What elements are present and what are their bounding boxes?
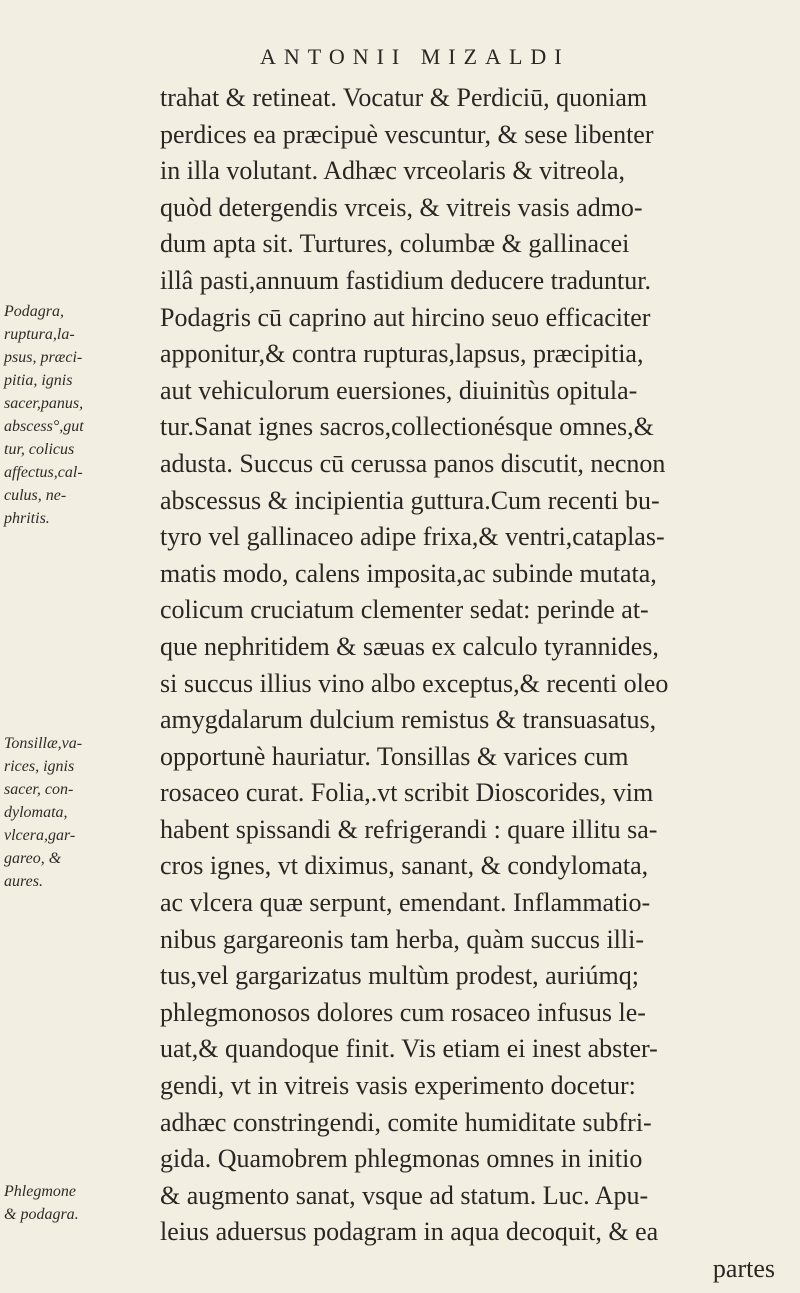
margin-note-line: pitia, ignis <box>4 372 73 389</box>
margin-note-line: psus, præci- <box>4 349 83 366</box>
margin-note-phlegmone <box>4 1180 79 1226</box>
text-line: perdices ea præcipuè vescuntur, & sese libenter <box>160 119 654 149</box>
text-line: apponitur,& contra rupturas,lapsus, præcipitia, <box>160 339 644 369</box>
margin-note-line: Phlegmone <box>4 1183 76 1200</box>
margin-note-line: phritis. <box>4 510 50 527</box>
margin-note-line: tur, colicus <box>4 441 75 458</box>
margin-note-line: culus, ne- <box>4 487 67 504</box>
text-line: leius aduersus podagram in aqua decoquit, & ea <box>160 1217 659 1247</box>
text-line: cros ignes, vt diximus, sanant, & condylomata, <box>160 851 649 881</box>
margin-note-line: dylomata, <box>4 804 68 821</box>
margin-note-line: gareo, & <box>4 850 62 867</box>
margin-note-line: Tonsillæ,va- <box>4 735 83 752</box>
margin-note-line: ruptura,la- <box>4 326 75 343</box>
text-line: abscessus & incipientia guttura.Cum recenti bu- <box>160 485 660 515</box>
text-line: & augmento sanat, vsque ad statum. Luc. Apu- <box>160 1180 649 1210</box>
margin-note-line: affectus,cal- <box>4 464 83 481</box>
text-line: nibus gargareonis tam herba, quàm succus illi- <box>160 924 645 954</box>
margin-note-line: & podagra. <box>4 1206 79 1223</box>
text-line: quòd detergendis vrceis, & vitreis vasis admo- <box>160 192 643 222</box>
text-line: si succus illius vino albo exceptus,& recenti oleo <box>160 668 669 698</box>
text-line: tus,vel gargarizatus multùm prodest, auriúmq; <box>160 961 639 991</box>
text-line: amygdalarum dulcium remistus & transuasatus, <box>160 705 657 735</box>
margin-note-line: rices, ignis <box>4 758 75 775</box>
text-line: rosaceo curat. Folia,.vt scribit Dioscorides, vim <box>160 778 654 808</box>
margin-note-tonsillae <box>4 732 82 893</box>
running-head: ANTONII MIZALDI <box>260 44 570 69</box>
text-line: aut vehiculorum euersiones, diuinitùs opitula- <box>160 375 638 405</box>
text-line: adhæc constringendi, comite humiditate subfri- <box>160 1107 652 1137</box>
margin-note-line: abscess°,gut <box>4 418 84 435</box>
text-line: phlegmonosos dolores cum rosaceo infusus le- <box>160 997 646 1027</box>
margin-note-podagra <box>4 300 84 530</box>
text-line: illâ pasti,annuum fastidium deducere traduntur. <box>160 265 651 295</box>
text-line: ac vlcera quæ serpunt, emendant. Inflammatio- <box>160 888 651 918</box>
text-line: Podagris cū caprino aut hircino seuo efficaciter <box>160 302 651 332</box>
text-line: colicum cruciatum clementer sedat: perinde at- <box>160 595 649 625</box>
text-line: gendi, vt in vitreis vasis experimento docetur: <box>160 1071 636 1101</box>
text-line: tur.Sanat ignes sacros,collectionésque omnes,& <box>160 412 654 442</box>
text-line: dum apta sit. Turtures, columbæ & gallinacei <box>160 229 630 259</box>
text-line: matis modo, calens imposita,ac subinde mutata, <box>160 558 657 588</box>
text-line: tyro vel gallinaceo adipe frixa,& ventri,cataplas- <box>160 522 665 552</box>
margin-note-line: vlcera,gar- <box>4 827 76 844</box>
body-text <box>160 80 800 1288</box>
text-line: uat,& quandoque finit. Vis etiam ei inest abster- <box>160 1034 658 1064</box>
margin-note-line: aures. <box>4 873 43 890</box>
margin-note-line: sacer,panus, <box>4 395 84 412</box>
text-line: gida. Quamobrem phlegmonas omnes in initio <box>160 1144 643 1174</box>
text-line: habent spissandi & refrigerandi : quare illitu sa- <box>160 814 658 844</box>
text-line: in illa volutant. Adhæc vrceolaris & vitreola, <box>160 156 626 186</box>
margin-note-line: Podagra, <box>4 303 64 320</box>
text-line: opportunè hauriatur. Tonsillas & varices cum <box>160 741 629 771</box>
text-line: adusta. Succus cū cerussa panos discutit, necnon <box>160 448 666 478</box>
text-line: que nephritidem & sæuas ex calculo tyrannides, <box>160 631 659 661</box>
text-line: trahat & retineat. Vocatur & Perdiciū, quoniam <box>160 83 648 112</box>
margin-note-line: sacer, con- <box>4 781 74 798</box>
catchword: partes <box>712 1254 775 1283</box>
